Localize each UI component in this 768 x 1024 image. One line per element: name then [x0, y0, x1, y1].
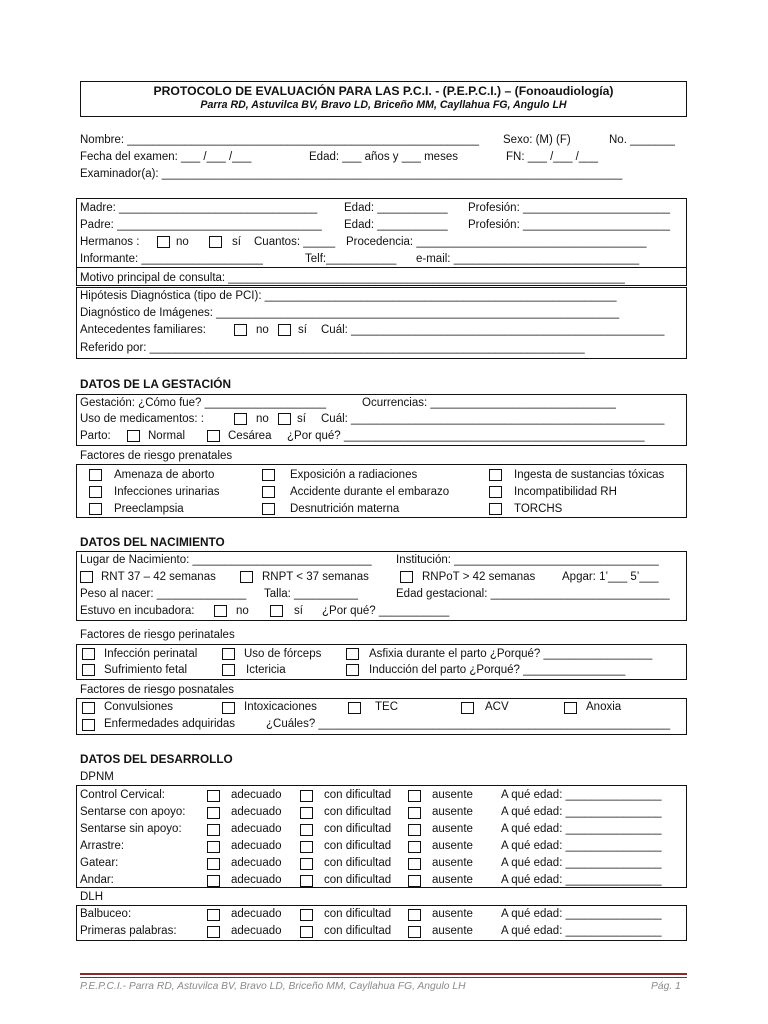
title-box [80, 81, 687, 117]
dpnm-dificultad-checkbox[interactable] [300, 790, 313, 802]
imagenes-field[interactable]: Diagnóstico de Imágenes: _______________________________________________________________ [80, 307, 620, 319]
rnt-checkbox[interactable] [80, 571, 93, 583]
document-authors: Parra RD, Astuvilca BV, Bravo LD, Briceño MM, Cayllahua FG, Angulo LH [200, 99, 567, 111]
dpnm-edad-field[interactable]: A qué edad: _______________ [501, 806, 662, 818]
dpnm-ausente-checkbox[interactable] [408, 807, 421, 819]
dpnm-edad-field[interactable]: A qué edad: _______________ [501, 789, 662, 801]
prenatal-item: Infecciones urinarias [114, 486, 220, 498]
dpnm-ausente-label: ausente [432, 840, 473, 852]
desnutricion-checkbox[interactable] [262, 503, 275, 515]
footer-citation: P.E.P.C.I.- Parra RD, Astuvilca BV, Bravo LD, Briceño MM, Cayllahua FG, Angulo LH [80, 981, 466, 992]
nacimiento-heading: DATOS DEL NACIMIENTO [80, 535, 225, 549]
dpnm-item-label: Arrastre: [80, 840, 125, 852]
dpnm-ausente-label: ausente [432, 789, 473, 801]
preeclampsia-checkbox[interactable] [89, 503, 102, 515]
dpnm-ausente-label: ausente [432, 857, 473, 869]
parto-normal-checkbox[interactable] [127, 430, 140, 442]
motivo-field[interactable]: Motivo principal de consulta: ______________________________________________________________ [80, 272, 625, 284]
dpnm-adecuado-label: adecuado [231, 874, 282, 886]
rnpt-label: RNPT < 37 semanas [262, 571, 369, 583]
tec-label: TEC [375, 701, 398, 713]
sustancias-toxicas-checkbox[interactable] [489, 469, 502, 481]
rnpt-checkbox[interactable] [240, 571, 253, 583]
dlh-heading: DLH [80, 891, 104, 903]
dlh-ausente-label: ausente [432, 925, 473, 937]
dpnm-adecuado-checkbox[interactable] [207, 824, 220, 836]
medicamentos-no-checkbox[interactable] [234, 413, 247, 425]
page-number: Pág. 1 [651, 981, 681, 992]
dpnm-ausente-checkbox[interactable] [408, 824, 421, 836]
parto-cesarea-checkbox[interactable] [207, 430, 220, 442]
rnpot-label: RNPoT > 42 semanas [422, 571, 536, 583]
prenatal-item: Amenaza de aborto [114, 469, 215, 481]
asfixia-field[interactable]: Asfixia durante el parto ¿Porqué? _________________ [369, 648, 653, 660]
dlh-edad-field[interactable]: A qué edad: _______________ [501, 925, 662, 937]
cuales-field[interactable]: ¿Cuáles? _______________________________________________________ [266, 718, 671, 730]
parto-normal-label: Normal [148, 430, 186, 442]
dpnm-adecuado-label: adecuado [231, 857, 282, 869]
hermanos-no-checkbox[interactable] [157, 236, 170, 248]
sexo-field[interactable]: Sexo: (M) (F) [503, 134, 571, 146]
dlh-dificultad-checkbox[interactable] [300, 926, 313, 938]
fecha-examen-field[interactable]: Fecha del examen: ___ /___ /___ [80, 151, 252, 163]
dpnm-item-label: Gatear: [80, 857, 119, 869]
gestacion-heading: DATOS DE LA GESTACIÓN [80, 377, 231, 391]
prenatales-heading: Factores de riesgo prenatales [80, 450, 233, 462]
nombre-field[interactable]: Nombre: _______________________________________________________ [80, 134, 480, 146]
ocurrencias-field[interactable]: Ocurrencias: _____________________________ [362, 397, 616, 409]
dlh-ausente-label: ausente [432, 908, 473, 920]
sufrimiento-fetal-label: Sufrimiento fetal [104, 664, 188, 676]
edad-field[interactable]: Edad: ___ años y ___ meses [309, 151, 458, 163]
dlh-adecuado-label: adecuado [231, 908, 282, 920]
sufrimiento-fetal-checkbox[interactable] [82, 664, 95, 676]
hipotesis-field[interactable]: Hipótesis Diagnóstica (tipo de PCI): _______________________________________________________ [80, 290, 617, 302]
prenatal-item: Ingesta de sustancias tóxicas [514, 469, 665, 481]
dpnm-edad-field[interactable]: A qué edad: _______________ [501, 840, 662, 852]
dpnm-dificultad-label: con dificultad [324, 840, 392, 852]
perinatales-heading: Factores de riesgo perinatales [80, 629, 235, 641]
dpnm-dificultad-label: con dificultad [324, 789, 392, 801]
prenatal-item: Preeclampsia [114, 503, 184, 515]
fn-field[interactable]: FN: ___ /___ /___ [506, 151, 599, 163]
edad-gestacional-field[interactable]: Edad gestacional: ____________________________ [396, 588, 670, 600]
medicamentos-no-label: no [256, 413, 269, 425]
talla-field[interactable]: Talla: __________ [264, 588, 358, 600]
numero-field[interactable]: No. _______ [609, 134, 675, 146]
dpnm-adecuado-checkbox[interactable] [207, 858, 220, 870]
prenatal-item: Exposición a radiaciones [290, 469, 418, 481]
accidente-embarazo-checkbox[interactable] [262, 486, 275, 498]
induccion-checkbox[interactable] [346, 664, 359, 676]
dpnm-ausente-label: ausente [432, 874, 473, 886]
enfermedades-adquiridas-label: Enfermedades adquiridas [104, 718, 236, 730]
dpnm-edad-field[interactable]: A qué edad: _______________ [501, 874, 662, 886]
acv-label: ACV [485, 701, 509, 713]
hermanos-no-label: no [176, 236, 189, 248]
footer-rule-thin [80, 977, 687, 978]
madre-edad-field[interactable]: Edad: ___________ [344, 202, 448, 214]
dlh-item-label: Primeras palabras: [80, 925, 177, 937]
prenatal-item: Desnutrición materna [290, 503, 400, 515]
institucion-field[interactable]: Institución: ________________________________ [396, 554, 659, 566]
radiaciones-checkbox[interactable] [262, 469, 275, 481]
dpnm-dificultad-label: con dificultad [324, 857, 392, 869]
dlh-edad-field[interactable]: A qué edad: _______________ [501, 908, 662, 920]
padre-profesion-field[interactable]: Profesión: _______________________ [468, 219, 671, 231]
dpnm-item-label: Control Cervical: [80, 789, 165, 801]
antecedentes-no-checkbox[interactable] [234, 324, 247, 336]
acv-checkbox[interactable] [461, 702, 474, 714]
antecedentes-label: Antecedentes familiares: [80, 324, 206, 336]
email-field[interactable]: e-mail: _____________________________ [416, 253, 640, 265]
dpnm-dificultad-label: con dificultad [324, 823, 392, 835]
dpnm-item-label: Sentarse sin apoyo: [80, 823, 182, 835]
medicamentos-si-label: sí [297, 413, 306, 425]
convulsiones-checkbox[interactable] [82, 702, 95, 714]
dpnm-adecuado-checkbox[interactable] [207, 841, 220, 853]
dpnm-adecuado-checkbox[interactable] [207, 807, 220, 819]
dpnm-dificultad-checkbox[interactable] [300, 858, 313, 870]
prenatal-item: Incompatibilidad RH [514, 486, 617, 498]
desarrollo-heading: DATOS DEL DESARROLLO [80, 752, 233, 766]
incompatibilidad-rh-checkbox[interactable] [489, 486, 502, 498]
amenaza-aborto-checkbox[interactable] [89, 469, 102, 481]
dlh-ausente-checkbox[interactable] [408, 926, 421, 938]
examinador-field[interactable]: Examinador(a): ________________________________________________________________________ [80, 168, 623, 180]
dpnm-adecuado-label: adecuado [231, 823, 282, 835]
rnpot-checkbox[interactable] [400, 571, 413, 583]
cuantos-field[interactable]: Cuantos: _____ [254, 236, 336, 248]
intoxicaciones-checkbox[interactable] [222, 702, 235, 714]
incubadora-label: Estuvo en incubadora: [80, 605, 195, 617]
procedencia-field[interactable]: Procedencia: ____________________________________ [346, 236, 647, 248]
intoxicaciones-label: Intoxicaciones [244, 701, 317, 713]
antecedentes-cual-field[interactable]: Cuál: _________________________________________________ [321, 324, 665, 336]
prenatal-item: TORCHS [514, 503, 563, 515]
ictericia-checkbox[interactable] [222, 664, 235, 676]
dpnm-ausente-label: ausente [432, 823, 473, 835]
dlh-dificultad-label: con dificultad [324, 908, 392, 920]
infeccion-perinatal-checkbox[interactable] [82, 648, 95, 660]
dpnm-dificultad-checkbox[interactable] [300, 841, 313, 853]
incubadora-porque-field[interactable]: ¿Por qué? ___________ [322, 605, 450, 617]
infecciones-urinarias-checkbox[interactable] [89, 486, 102, 498]
convulsiones-label: Convulsiones [104, 701, 174, 713]
dlh-dificultad-label: con dificultad [324, 925, 392, 937]
dpnm-ausente-checkbox[interactable] [408, 790, 421, 802]
gestacion-como-field[interactable]: Gestación: ¿Cómo fue? ___________________ [80, 397, 327, 409]
dlh-item-label: Balbuceo: [80, 908, 132, 920]
padre-field[interactable]: Padre: ________________________________ [80, 219, 322, 231]
peso-field[interactable]: Peso al nacer: ______________ [80, 588, 247, 600]
dpnm-dificultad-label: con dificultad [324, 874, 392, 886]
dpnm-heading: DPNM [80, 771, 114, 783]
anoxia-checkbox[interactable] [564, 702, 577, 714]
dlh-adecuado-checkbox[interactable] [207, 926, 220, 938]
antecedentes-si-checkbox[interactable] [278, 324, 291, 336]
antecedentes-no-label: no [256, 324, 269, 336]
dpnm-ausente-checkbox[interactable] [408, 875, 421, 887]
prenatal-item: Accidente durante el embarazo [290, 486, 450, 498]
dlh-dificultad-checkbox[interactable] [300, 909, 313, 921]
parto-cesarea-label: Cesárea [228, 430, 272, 442]
informante-field[interactable]: Informante: ___________________ [80, 253, 263, 265]
padre-edad-field[interactable]: Edad: ___________ [344, 219, 448, 231]
torchs-checkbox[interactable] [489, 503, 502, 515]
induccion-field[interactable]: Inducción del parto ¿Porqué? ________________ [369, 664, 626, 676]
asfixia-checkbox[interactable] [346, 648, 359, 660]
hermanos-si-label: sí [232, 236, 241, 248]
antecedentes-si-label: sí [298, 324, 307, 336]
dpnm-dificultad-label: con dificultad [324, 806, 392, 818]
medicamentos-label: Uso de medicamentos: : [80, 413, 205, 425]
document-title: PROTOCOLO DE EVALUACIÓN PARA LAS P.C.I. - (P.E.P.C.I.) – (Fonoaudiología) [153, 84, 614, 98]
dpnm-item-label: Andar: [80, 874, 114, 886]
dpnm-ausente-checkbox[interactable] [408, 841, 421, 853]
rnt-label: RNT 37 – 42 semanas [101, 571, 216, 583]
madre-profesion-field[interactable]: Profesión: _______________________ [468, 202, 671, 214]
dpnm-edad-field[interactable]: A qué edad: _______________ [501, 857, 662, 869]
dpnm-item-label: Sentarse con apoyo: [80, 806, 186, 818]
dlh-adecuado-checkbox[interactable] [207, 909, 220, 921]
dpnm-dificultad-checkbox[interactable] [300, 807, 313, 819]
dpnm-adecuado-label: adecuado [231, 806, 282, 818]
posnatales-heading: Factores de riesgo posnatales [80, 684, 235, 696]
lugar-nacimiento-field[interactable]: Lugar de Nacimiento: ____________________________ [80, 554, 372, 566]
referido-field[interactable]: Referido por: ____________________________________________________________________ [80, 342, 585, 354]
telf-field[interactable]: Telf:___________ [305, 253, 397, 265]
forceps-checkbox[interactable] [222, 648, 235, 660]
dpnm-adecuado-label: adecuado [231, 789, 282, 801]
infeccion-perinatal-label: Infección perinatal [104, 648, 198, 660]
medicamentos-cual-field[interactable]: Cuál: _________________________________________________ [321, 413, 665, 425]
parto-porque-field[interactable]: ¿Por qué? _______________________________________________ [287, 430, 645, 442]
hermanos-label: Hermanos : [80, 236, 140, 248]
medicamentos-si-checkbox[interactable] [278, 413, 291, 425]
dpnm-ausente-label: ausente [432, 806, 473, 818]
tec-checkbox[interactable] [348, 702, 361, 714]
dpnm-edad-field[interactable]: A qué edad: _______________ [501, 823, 662, 835]
footer-rule [80, 973, 687, 975]
dlh-adecuado-label: adecuado [231, 925, 282, 937]
dpnm-adecuado-checkbox[interactable] [207, 875, 220, 887]
parto-label: Parto: [80, 430, 111, 442]
madre-field[interactable]: Madre: _______________________________ [80, 202, 318, 214]
forceps-label: Uso de fórceps [244, 648, 322, 660]
incubadora-si-checkbox[interactable] [270, 605, 283, 617]
dpnm-dificultad-checkbox[interactable] [300, 875, 313, 887]
ictericia-label: Ictericia [246, 664, 286, 676]
incubadora-si-label: sí [294, 605, 303, 617]
dpnm-dificultad-checkbox[interactable] [300, 824, 313, 836]
hermanos-si-checkbox[interactable] [209, 236, 222, 248]
incubadora-no-label: no [236, 605, 249, 617]
incubadora-no-checkbox[interactable] [214, 605, 227, 617]
apgar-field[interactable]: Apgar: 1’___ 5’___ [562, 571, 659, 583]
anoxia-label: Anoxia [586, 701, 622, 713]
dpnm-ausente-checkbox[interactable] [408, 858, 421, 870]
dlh-ausente-checkbox[interactable] [408, 909, 421, 921]
enfermedades-adquiridas-checkbox[interactable] [82, 719, 95, 731]
dpnm-adecuado-checkbox[interactable] [207, 790, 220, 802]
dpnm-adecuado-label: adecuado [231, 840, 282, 852]
